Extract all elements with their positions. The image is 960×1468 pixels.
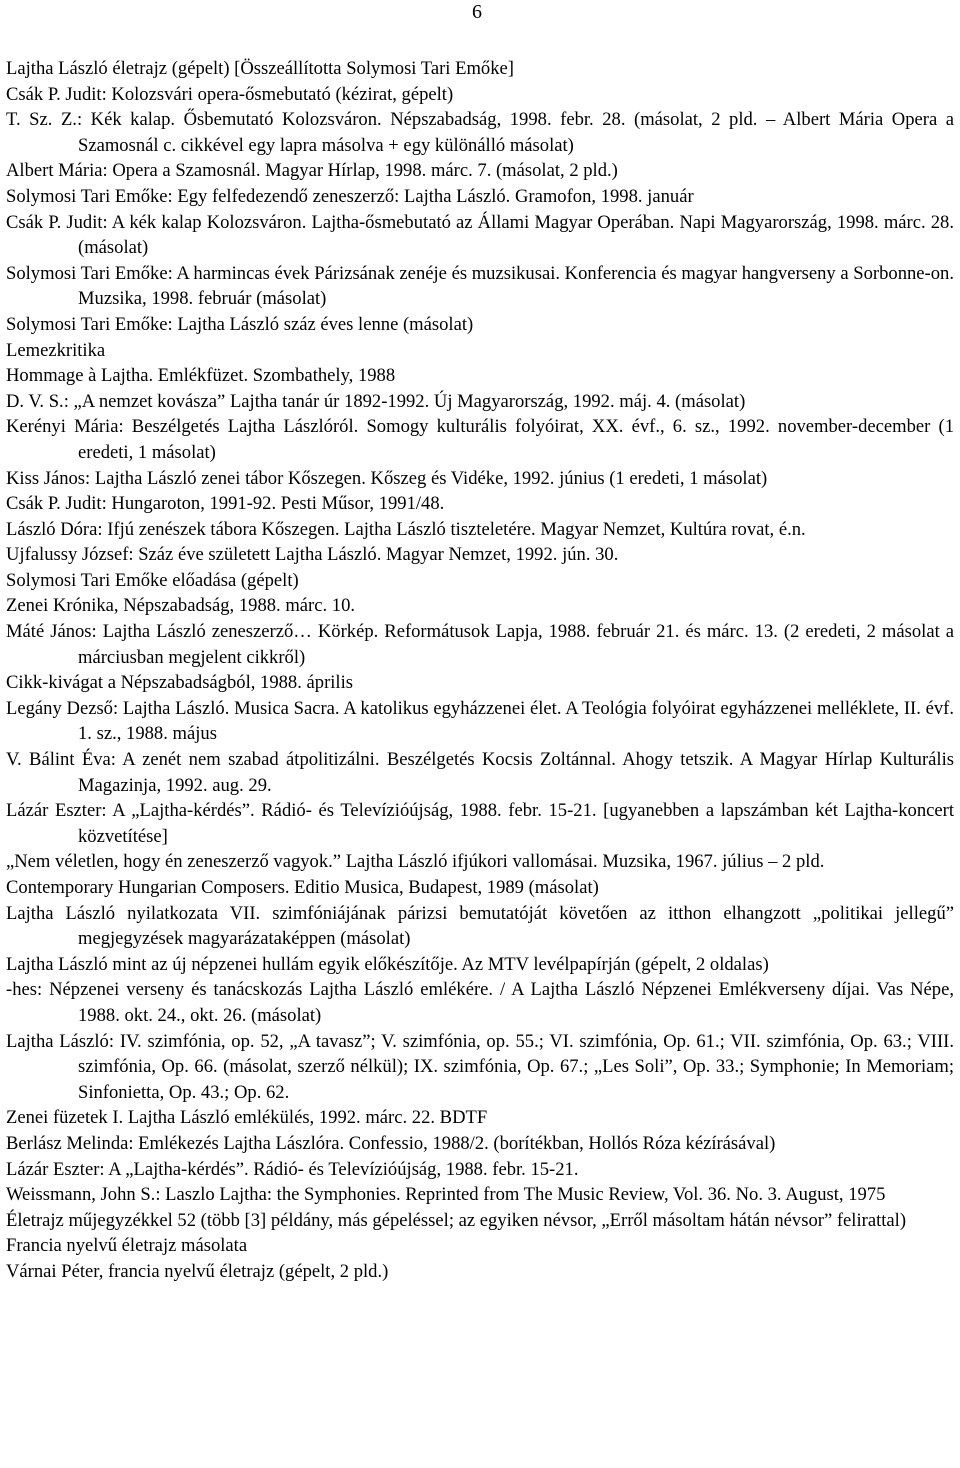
list-item: Életrajz műjegyzékkel 52 (több [3] példány, más gépeléssel; az egyiken névsor, „Erről másoltam hátán névsor” felirattal) bbox=[6, 1209, 907, 1231]
list-item: Solymosi Tari Emőke: Egy felfedezendő zeneszerző: Lajtha László. Gramofon, 1998. január bbox=[6, 185, 694, 207]
list-item: -hes: Népzenei verseny és tanácskozás Lajtha László emlékére. / A Lajtha László Népzenei Emlékverseny díjai. Vas Népe, 1988. okt. 24., okt. 26. (másolat) bbox=[6, 979, 954, 1026]
list-item: D. V. S.: „A nemzet kovásza” Lajtha tanár úr 1892-1992. Új Magyarország, 1992. máj. 4. (másolat) bbox=[6, 390, 746, 412]
list-item: Berlász Melinda: Emlékezés Lajtha Lászlóra. Confessio, 1988/2. (borítékban, Hollós Róza kézírásával) bbox=[6, 1132, 776, 1154]
list-item: Lajtha László életrajz (gépelt) [Összeállította Solymosi Tari Emőke] bbox=[6, 58, 514, 79]
list-item: Ujfalussy József: Száz éve született Lajtha László. Magyar Nemzet, 1992. jún. 30. bbox=[6, 544, 619, 566]
list-item: „Nem véletlen, hogy én zeneszerző vagyok.” Lajtha László ifjúkori vallomásai. Muzsika, 1967. július – 2 pld. bbox=[6, 851, 825, 873]
list-item: Lajtha László mint az új népzenei hullám egyik előkészítője. Az MTV levélpapírján (gépelt, 2 oldalas) bbox=[6, 953, 769, 975]
list-item: Lázár Eszter: A „Lajtha-kérdés”. Rádió- és Televízióújság, 1988. febr. 15-21. [ugyanebben a lapszámban két Lajtha-koncert közvetítése] bbox=[6, 800, 954, 847]
list-item: Francia nyelvű életrajz másolata bbox=[6, 1235, 248, 1257]
list-item: Lajtha László nyilatkozata VII. szimfóniájának párizsi bemutatóját követően az itthon elhangzott „politikai jellegű” megjegyzések magyarázataképpen (másolat) bbox=[6, 902, 954, 950]
list-item: Csák P. Judit: Kolozsvári opera-ősmebutató (kézirat, gépelt) bbox=[6, 83, 454, 105]
list-item: Legány Dezső: Lajtha László. Musica Sacra. A katolikus egyházzenei élet. A Teológia folyóirat egyházzenei melléklete, II. évf. 1. sz., 1988. május bbox=[6, 697, 954, 745]
list-item: Albert Mária: Opera a Szamosnál. Magyar Hírlap, 1998. márc. 7. (másolat, 2 pld.) bbox=[6, 160, 618, 182]
list-item: Várnai Péter, francia nyelvű életrajz (gépelt, 2 pld.) bbox=[6, 1260, 389, 1282]
list-item: Lázár Eszter: A „Lajtha-kérdés”. Rádió- és Televízióújság, 1988. febr. 15-21. bbox=[6, 1158, 579, 1180]
list-item: Kerényi Mária: Beszélgetés Lajtha Lászlóról. Somogy kulturális folyóirat, XX. évf., 6. sz., 1992. november-december (1 eredeti, 1 másolat) bbox=[6, 416, 954, 463]
list-item: Solymosi Tari Emőke: A harmincas évek Párizsának zenéje és muzsikusai. Konferencia és magyar hangverseny a Sorbonne-on. Muzsika, 1998. február (másolat) bbox=[6, 262, 954, 310]
list-item: Contemporary Hungarian Composers. Editio Musica, Budapest, 1989 (másolat) bbox=[6, 877, 599, 898]
bibliography-list bbox=[6, 56, 954, 1285]
list-item: Lajtha László: IV. szimfónia, op. 52, „A tavasz”; V. szimfónia, op. 55.; VI. szimfónia, Op. 61.; VII. szimfónia, Op. 63.; VIII. szimfónia, Op. 66. (másolat, szerző nélkül); IX. szimfónia, Op. 67.; „Les Soli”, Op. 33.; Symphonie; In Memoriam; Sinfonietta, Op. 43.; Op. 62. bbox=[6, 1030, 954, 1103]
list-item: Solymosi Tari Emőke: Lajtha László száz éves lenne (másolat) bbox=[6, 313, 474, 335]
page-number: 6 bbox=[472, 1, 482, 23]
list-item: Hommage à Lajtha. Emlékfüzet. Szombathely, 1988 bbox=[6, 365, 396, 387]
list-item: László Dóra: Ifjú zenészek tábora Kőszegen. Lajtha László tiszteletére. Magyar Nemzet, Kultúra rovat, é.n. bbox=[6, 518, 806, 540]
list-item: Zenei füzetek I. Lajtha László emlékülés, 1992. márc. 22. BDTF bbox=[6, 1107, 488, 1129]
list-item: Weissmann, John S.: Laszlo Lajtha: the Symphonies. Reprinted from The Music Review, Vol. 36. No. 3. August, 1975 bbox=[6, 1184, 886, 1206]
list-item: Csák P. Judit: A kék kalap Kolozsváron. Lajtha-ősmebutató az Állami Magyar Operában. Napi Magyarország, 1998. márc. 28. (másolat) bbox=[6, 211, 954, 259]
list-item: V. Bálint Éva: A zenét nem szabad átpolitizálni. Beszélgetés Kocsis Zoltánnal. Ahogy tetszik. A Magyar Hírlap Kulturális Magazinja, 1992. aug. 29. bbox=[6, 749, 954, 796]
list-item: Kiss János: Lajtha László zenei tábor Kőszegen. Kőszeg és Vidéke, 1992. június (1 eredeti, 1 másolat) bbox=[6, 467, 768, 489]
list-item: T. Sz. Z.: Kék kalap. Ősbemutató Kolozsváron. Népszabadság, 1998. febr. 28. (másolat, 2 pld. – Albert Mária Opera a Szamosnál c. cikkével egy lapra másolva + egy különálló másolat) bbox=[6, 109, 954, 156]
list-item: Solymosi Tari Emőke előadása (gépelt) bbox=[6, 569, 299, 591]
list-item: Csák P. Judit: Hungaroton, 1991-92. Pesti Műsor, 1991/48. bbox=[6, 493, 445, 515]
list-item: Lemezkritika bbox=[6, 339, 106, 361]
list-item: Cikk-kivágat a Népszabadságból, 1988. április bbox=[6, 672, 353, 694]
list-item: Zenei Krónika, Népszabadság, 1988. márc. 10. bbox=[6, 595, 356, 617]
list-item: Máté János: Lajtha László zeneszerző… Körkép. Reformátusok Lapja, 1988. február 21. és márc. 13. (2 eredeti, 2 másolat a márciusban megjelent cikkről) bbox=[6, 621, 954, 668]
